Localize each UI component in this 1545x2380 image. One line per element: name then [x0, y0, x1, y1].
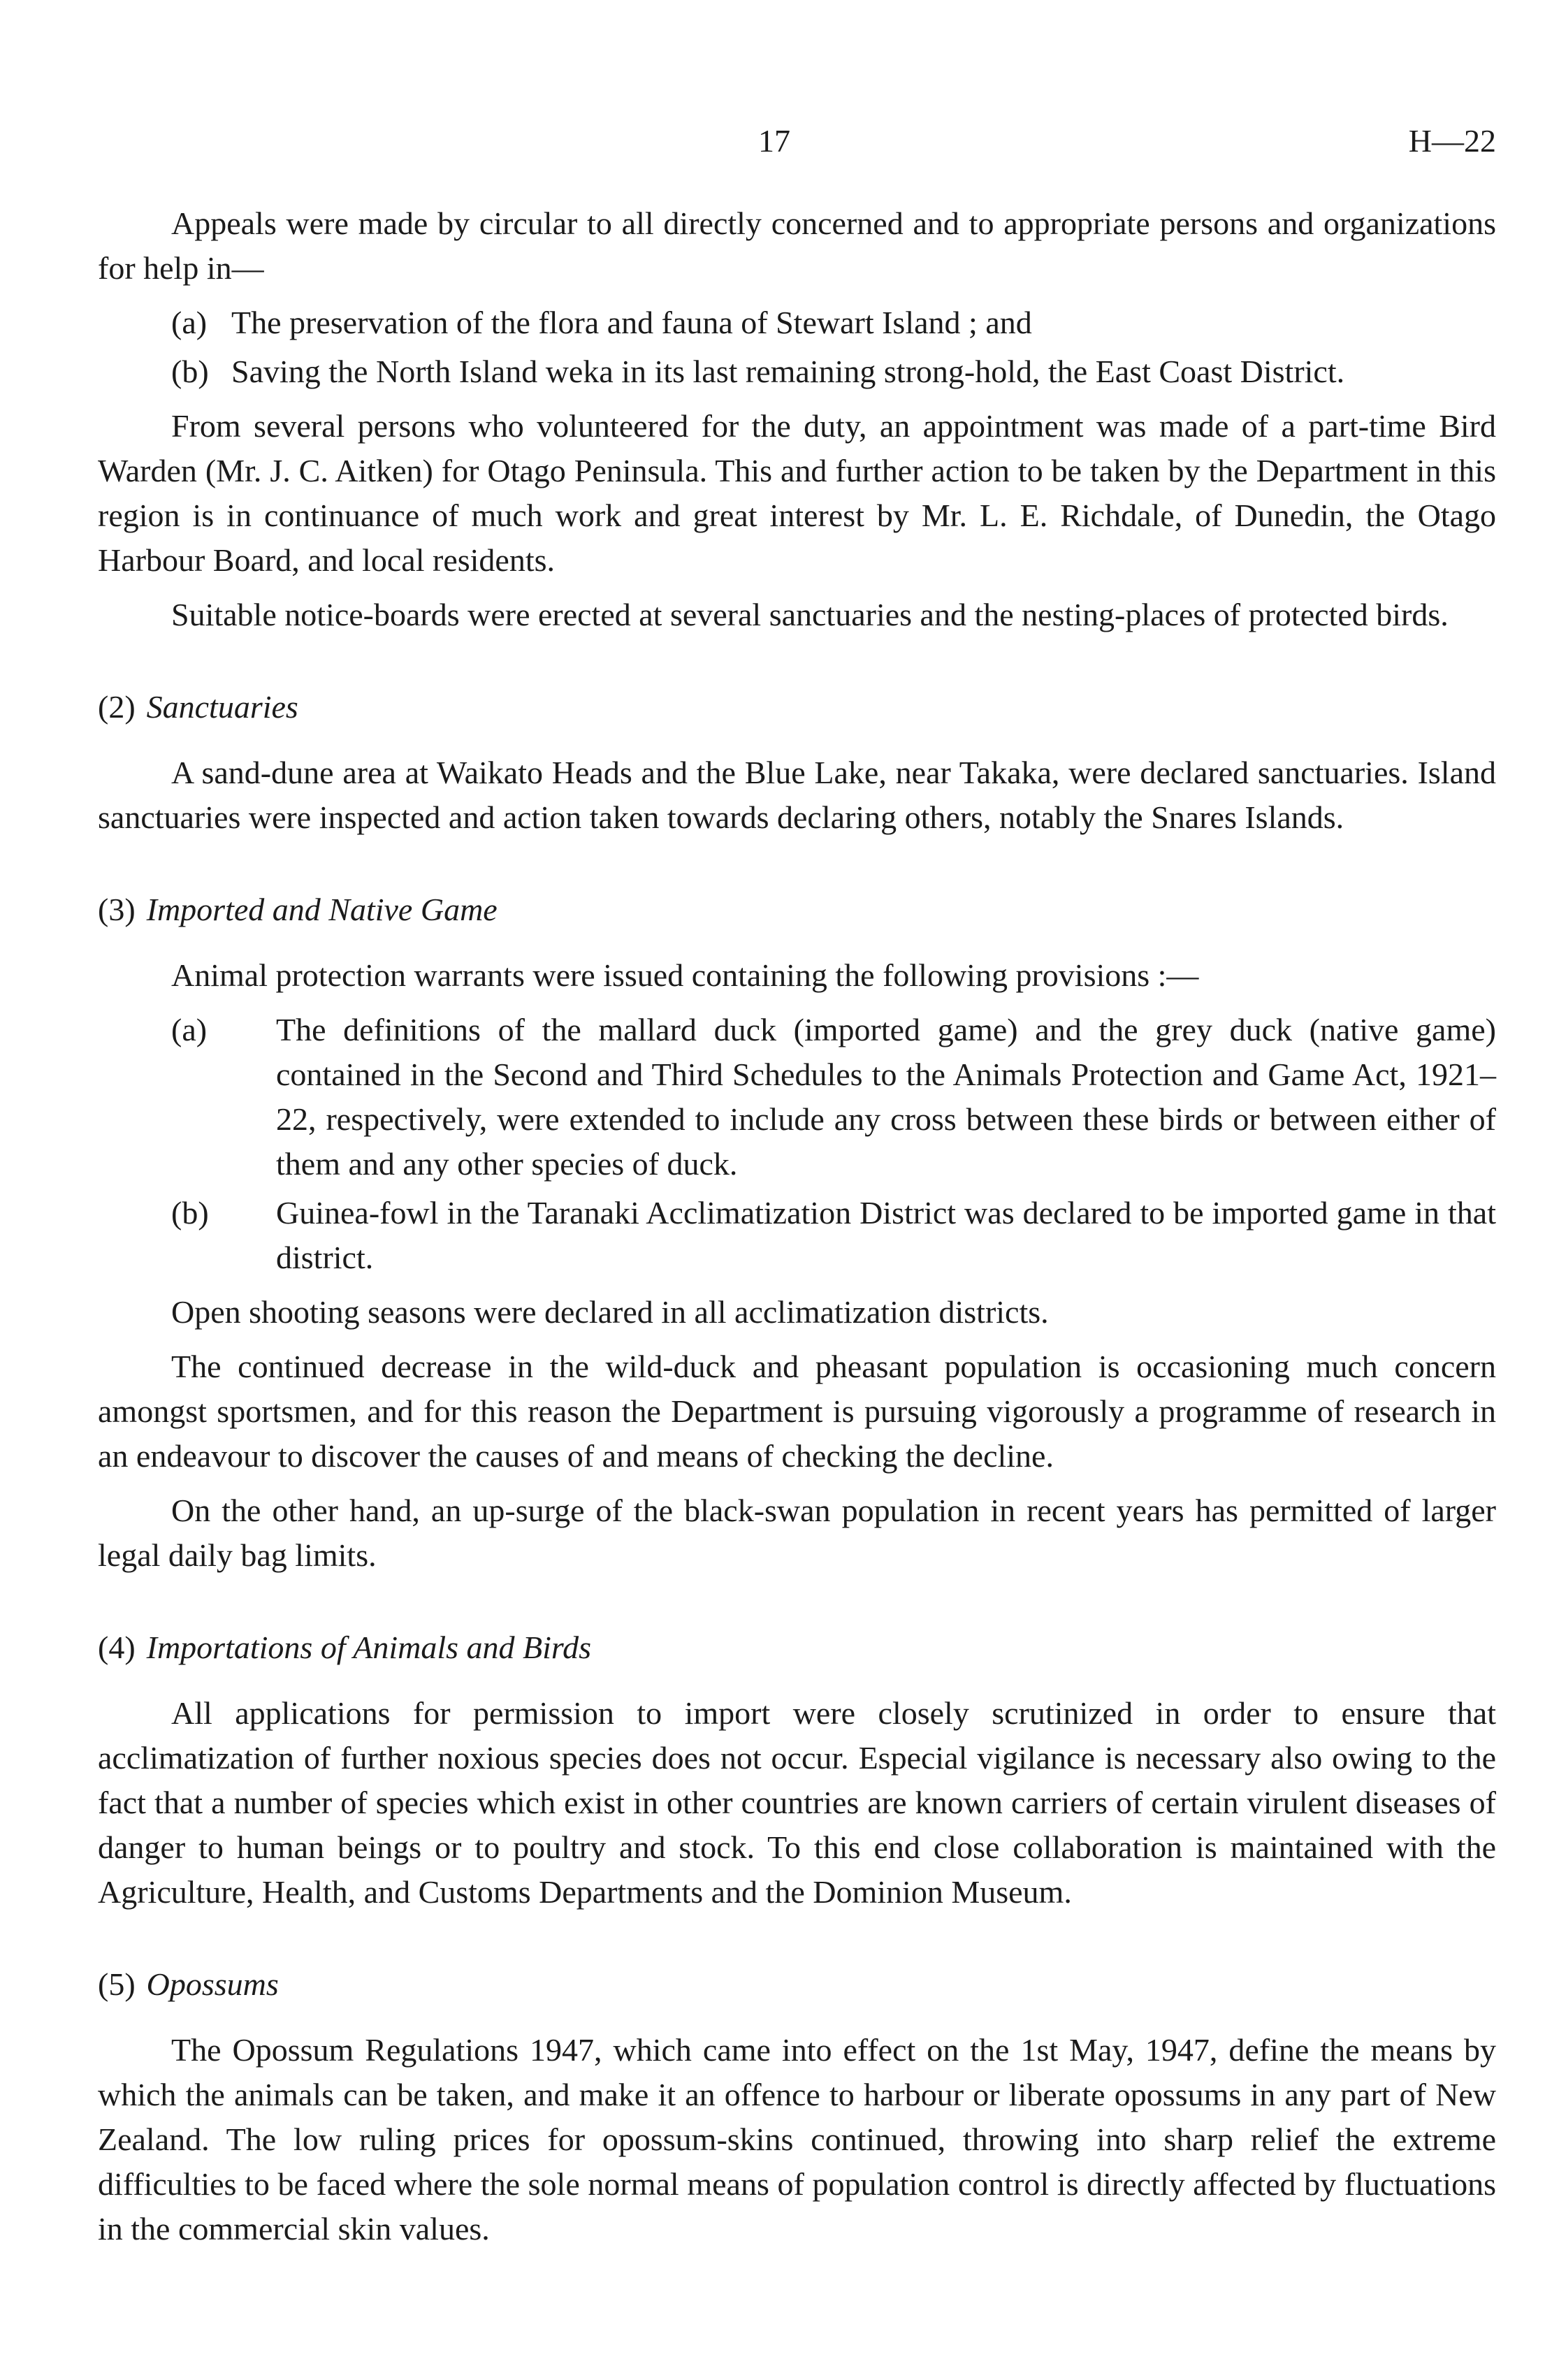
section-number: (4)	[98, 1630, 136, 1665]
section-heading	[98, 685, 1496, 730]
section-heading	[98, 1625, 1496, 1670]
intro-paragraph: Appeals were made by circular to all directly concerned and to appropriate persons and organizations for help in—	[98, 205, 1496, 286]
page-header	[98, 119, 1496, 175]
paragraph: Open shooting seasons were declared in all acclimatization districts.	[171, 1294, 1049, 1330]
list-item: (a) The preservation of the flora and fauna of Stewart Island ; and	[98, 300, 1496, 345]
section-imported-native-game	[98, 887, 1496, 1578]
section-number: (3)	[98, 892, 136, 927]
section-heading	[98, 1962, 1496, 2007]
list-item-text: The preservation of the flora and fauna of Stewart Island ; and	[231, 305, 1032, 340]
section-heading	[98, 887, 1496, 932]
document-reference: H—22	[1408, 123, 1496, 159]
section-number: (5)	[98, 1966, 136, 2002]
section-title: Imported and Native Game	[146, 892, 498, 927]
paragraph: Suitable notice-boards were erected at several sanctuaries and the nesting-places of protected birds.	[171, 597, 1449, 632]
paragraph: Animal protection warrants were issued containing the following provisions :—	[171, 957, 1199, 993]
list-item: (b) Guinea-fowl in the Taranaki Acclimatization District was declared to be imported game in that district.	[98, 1191, 1496, 1280]
paragraph: The Opossum Regulations 1947, which came into effect on the 1st May, 1947, define the means by which the animals can be taken, and make it an offence to harbour or liberate opossums in any part of New Zealand. The low ruling prices for opossum-skins continued, throwing into sharp relief the extreme difficulties to be faced where the sole normal means of population control is directly affected by fluctuations in the commercial skin values.	[98, 2032, 1496, 2247]
section-title: Opossums	[146, 1966, 279, 2002]
section-number: (2)	[98, 689, 136, 725]
paragraph: On the other hand, an up-surge of the black-swan population in recent years has permitted of larger legal daily bag limits.	[98, 1493, 1496, 1573]
list-item-text: Saving the North Island weka in its last remaining strong-hold, the East Coast District.	[231, 354, 1345, 389]
section-sanctuaries	[98, 685, 1496, 840]
intro-block	[98, 201, 1496, 637]
section-opossums	[98, 1962, 1496, 2251]
list-item-text: Guinea-fowl in the Taranaki Acclimatization District was declared to be imported game in that district.	[276, 1195, 1496, 1275]
paragraph: From several persons who volunteered for the duty, an appointment was made of a part-time Bird Warden (Mr. J. C. Aitken) for Otago Peninsula. This and further action to be taken by the Department in this region is in continuance of much work and great interest by Mr. L. E. Richdale, of Dunedin, the Otago Harbour Board, and local residents.	[98, 408, 1496, 578]
list-item-text: The definitions of the mallard duck (imported game) and the grey duck (native game) contained in the Second and Third Schedules to the Animals Protection and Game Act, 1921–22, respectively, were extended to include any cross between these birds or between either of them and any other species of duck.	[276, 1012, 1496, 1182]
page-number: 17	[758, 123, 790, 159]
paragraph: All applications for permission to import were closely scrutinized in order to ensure that acclimatization of further noxious species does not occur. Especial vigilance is necessary also owing to the fact that a number of species which exist in other countries are known carriers of certain virulent diseases of danger to human beings or to poultry and stock. To this end close collaboration is maintained with the Agriculture, Health, and Customs Departments and the Dominion Museum.	[98, 1695, 1496, 1910]
provisions-list	[98, 1008, 1496, 1280]
paragraph: A sand-dune area at Waikato Heads and the Blue Lake, near Takaka, were declared sanctuaries. Island sanctuaries were inspected and action taken towards declaring others, notably the Snares Islands.	[98, 755, 1496, 835]
list-item: (b) Saving the North Island weka in its last remaining strong-hold, the East Coast District.	[98, 349, 1496, 394]
paragraph: The continued decrease in the wild-duck and pheasant population is occasioning much concern amongst sportsmen, and for this reason the Department is pursuing vigorously a programme of research in an endeavour to discover the causes of and means of checking the decline.	[98, 1349, 1496, 1474]
section-importations	[98, 1625, 1496, 1915]
intro-list	[98, 300, 1496, 394]
section-title: Importations of Animals and Birds	[146, 1630, 592, 1665]
section-title: Sanctuaries	[146, 689, 298, 725]
list-item: (a) The definitions of the mallard duck (imported game) and the grey duck (native game) contained in the Second and Third Schedules to the Animals Protection and Game Act, 1921–22, respectively, were extended to include any cross between these birds or between either of them and any other species of duck.	[98, 1008, 1496, 1187]
